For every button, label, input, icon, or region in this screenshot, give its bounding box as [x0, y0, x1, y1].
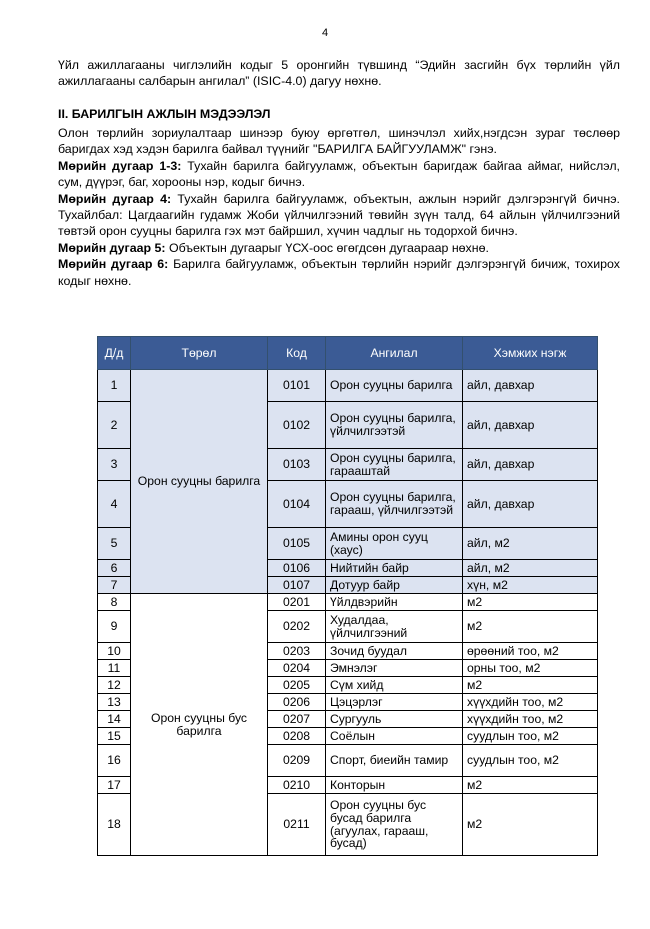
- row-code: 0103: [268, 449, 326, 481]
- header-classification: Ангилал: [326, 337, 463, 370]
- row-unit: өрөөний тоо, м2: [463, 643, 598, 660]
- row-code: 0208: [268, 728, 326, 745]
- header-code: Код: [268, 337, 326, 370]
- row-classification: Нийтийн байр: [326, 560, 463, 577]
- row-classification: Сургууль: [326, 711, 463, 728]
- row-code: 0105: [268, 528, 326, 560]
- row-number: 12: [98, 677, 131, 694]
- row-unit: айл, м2: [463, 528, 598, 560]
- row-unit: хүүхдийн тоо, м2: [463, 711, 598, 728]
- row-unit: айл, давхар: [463, 402, 598, 449]
- item-paragraph: [58, 158, 620, 191]
- row-unit: айл, давхар: [463, 449, 598, 481]
- row-code: 0202: [268, 611, 326, 643]
- row-unit: айл, м2: [463, 560, 598, 577]
- item-paragraph: [58, 191, 620, 240]
- row-classification: Дотуур байр: [326, 577, 463, 594]
- row-classification: Орон сууцны барилга, үйлчилгээтэй: [326, 402, 463, 449]
- row-classification: Соёлын: [326, 728, 463, 745]
- row-classification: Амины орон сууц (хаус): [326, 528, 463, 560]
- section-body: [58, 125, 620, 289]
- row-code: 0104: [268, 481, 326, 528]
- header-no: Д/д: [98, 337, 131, 370]
- row-code: 0205: [268, 677, 326, 694]
- row-classification: Орон сууцны бус бусад барилга (агуулах, гарааш, бусад): [326, 794, 463, 856]
- row-number: 2: [98, 402, 131, 449]
- row-number: 5: [98, 528, 131, 560]
- row-number: 15: [98, 728, 131, 745]
- row-code: 0106: [268, 560, 326, 577]
- row-number: 4: [98, 481, 131, 528]
- table-header-row: [98, 337, 598, 370]
- row-unit: орны тоо, м2: [463, 660, 598, 677]
- row-code: 0209: [268, 745, 326, 777]
- row-number: 13: [98, 694, 131, 711]
- item-paragraph: [58, 256, 620, 289]
- item-label: Мөрийн дугаар 5:: [58, 240, 166, 255]
- row-number: 14: [98, 711, 131, 728]
- item-text: Объектын дугаарыг ҮСХ-оос өгөгдсөн дугаараар нөхнө.: [165, 240, 489, 255]
- row-classification: Цэцэрлэг: [326, 694, 463, 711]
- row-number: 16: [98, 745, 131, 777]
- row-unit: м2: [463, 777, 598, 794]
- row-unit: хүүхдийн тоо, м2: [463, 694, 598, 711]
- row-number: 7: [98, 577, 131, 594]
- definition-paragraph: Олон төрлийн зориулалтаар шинээр буюу өргөтгөл, шинэчлэл хийх,нэгдсэн зураг төслөөр баригдах хэд хэдэн барилга байвал түүнийг "БАРИЛГА БАЙГУУЛАМЖ" гэнэ.: [58, 126, 620, 157]
- table-row: [98, 370, 598, 402]
- row-code: 0102: [268, 402, 326, 449]
- page-number: 4: [321, 27, 329, 39]
- item-label: Мөрийн дугаар 1-3:: [58, 158, 182, 173]
- row-classification: Орон сууцны барилга, гарааштай: [326, 449, 463, 481]
- row-code: 0101: [268, 370, 326, 402]
- row-unit: хүн, м2: [463, 577, 598, 594]
- row-unit: м2: [463, 594, 598, 611]
- row-unit: м2: [463, 611, 598, 643]
- row-code: 0203: [268, 643, 326, 660]
- row-classification: Конторын: [326, 777, 463, 794]
- item-label: Мөрийн дугаар 6:: [58, 257, 169, 272]
- row-number: 9: [98, 611, 131, 643]
- row-classification: Сүм хийд: [326, 677, 463, 694]
- row-classification: Орон сууцны барилга: [326, 370, 463, 402]
- row-unit: айл, давхар: [463, 370, 598, 402]
- header-type: Төрөл: [131, 337, 268, 370]
- intro-paragraph: Үйл ажиллагааны чиглэлийн кодыг 5 оронгийн түвшинд “Эдийн засгийн бүх төрлийн үйл ажиллагааны салбарын ангилал” (ISIC-4.0) дагуу нөхнө.: [58, 58, 620, 89]
- row-code: 0207: [268, 711, 326, 728]
- row-number: 3: [98, 449, 131, 481]
- row-number: 18: [98, 794, 131, 856]
- row-unit: суудлын тоо, м2: [463, 745, 598, 777]
- item-text: Тухайн барилга байгууламж, объектын баригдаж байгаа аймаг, нийслэл, сум, дүүрэг, баг, хорооны нэр, кодыг бичнэ.: [58, 158, 620, 190]
- row-number: 6: [98, 560, 131, 577]
- row-classification: Үйлдвэрийн: [326, 594, 463, 611]
- row-unit: суудлын тоо, м2: [463, 728, 598, 745]
- header-unit: Хэмжих нэгж: [463, 337, 598, 370]
- group-type-nonresidential: Орон сууцны бус барилга: [131, 594, 268, 856]
- row-classification: Эмнэлэг: [326, 660, 463, 677]
- table-row: [98, 594, 598, 611]
- row-unit: айл, давхар: [463, 481, 598, 528]
- item-paragraph: [58, 240, 620, 256]
- building-codes-table: [97, 336, 598, 856]
- row-number: 10: [98, 643, 131, 660]
- row-code: 0206: [268, 694, 326, 711]
- section-heading: II. БАРИЛГЫН АЖЛЫН МЭДЭЭЛЭЛ: [58, 107, 271, 121]
- row-code: 0211: [268, 794, 326, 856]
- item-text: Тухайн барилга байгууламж, объектын, ажлын нэрийг дэлгэрэнгүй бичнэ. Тухайлбал: Цагдаагийн гудамж Жоби үйлчилгээний төвийн зүүн талд, 64 айлын үйлчилгээний төвтэй орон сууцны барилга гэх мэт байршил, хүчин чадлыг нь тодорхой бичнэ.: [58, 191, 620, 239]
- row-number: 17: [98, 777, 131, 794]
- row-unit: м2: [463, 794, 598, 856]
- row-classification: Худалдаа, үйлчилгээний: [326, 611, 463, 643]
- row-code: 0107: [268, 577, 326, 594]
- row-number: 8: [98, 594, 131, 611]
- row-classification: Орон сууцны барилга, гарааш, үйлчилгээтэй: [326, 481, 463, 528]
- row-code: 0210: [268, 777, 326, 794]
- group-type-residential: Орон сууцны барилга: [131, 370, 268, 594]
- row-classification: Спорт, биеийн тамир: [326, 745, 463, 777]
- row-number: 11: [98, 660, 131, 677]
- row-unit: м2: [463, 677, 598, 694]
- item-text: Барилга байгууламж, объектын төрлийн нэрийг дэлгэрэнгүй бичиж, тохирох кодыг нөхнө.: [58, 257, 621, 288]
- row-classification: Зочид буудал: [326, 643, 463, 660]
- row-code: 0201: [268, 594, 326, 611]
- row-number: 1: [98, 370, 131, 402]
- item-label: Мөрийн дугаар 4:: [58, 191, 172, 206]
- row-code: 0204: [268, 660, 326, 677]
